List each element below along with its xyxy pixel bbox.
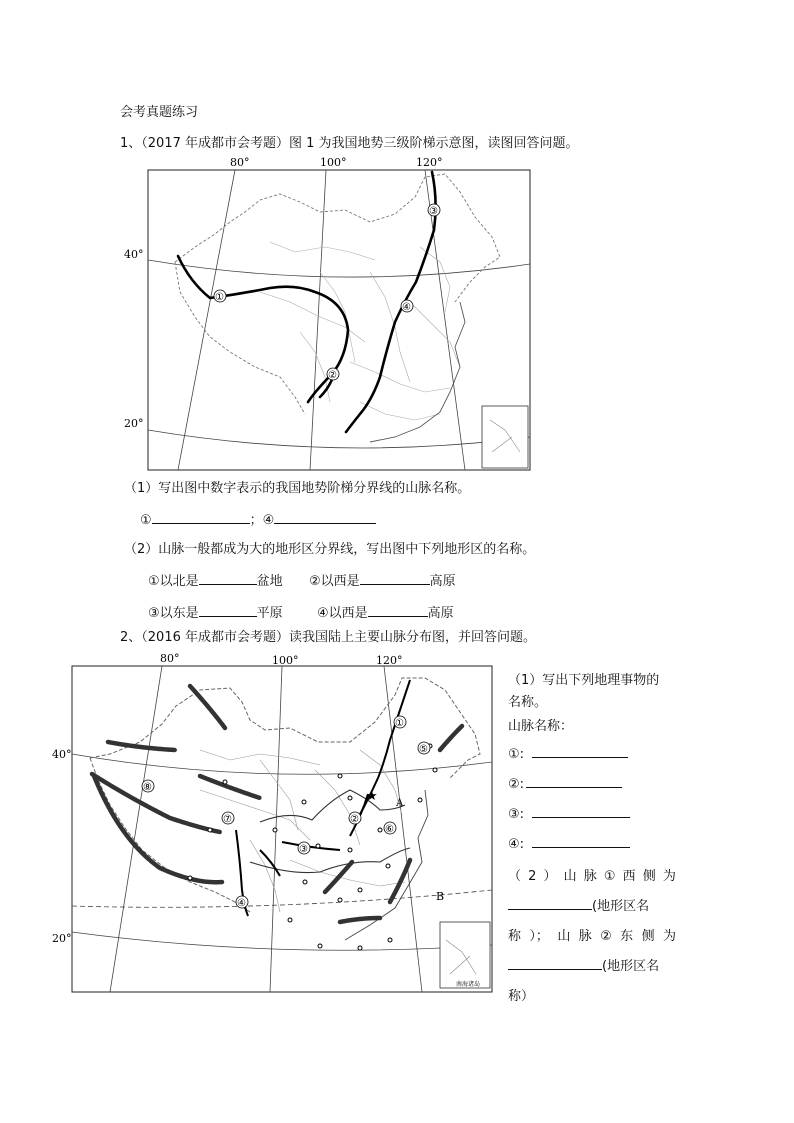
q1-lat-label: 20° xyxy=(124,417,144,430)
q1-sub2-row2 xyxy=(148,603,454,622)
q1-lon-label: 120° xyxy=(416,156,443,169)
q1-terrain-steps-map xyxy=(120,152,540,474)
q2-sub2-line5: 称） xyxy=(508,989,535,1004)
q2-marker: ⑧ xyxy=(143,782,152,793)
q2-sub2-line1: （ 2 ） 山 脉 ① 西 侧 为 xyxy=(508,869,676,884)
q2-side-questions xyxy=(508,669,678,1015)
q1-row1b-blank[interactable] xyxy=(360,571,430,585)
q2-item-4-blank[interactable] xyxy=(532,834,630,848)
q2-sub2-line3: 称 ）； 山 脉 ② 东 侧 为 xyxy=(508,929,676,944)
q2-inset-box xyxy=(440,922,490,988)
q2-range-altai xyxy=(190,686,225,728)
q1-sub1: （1）写出图中数字表示的我国地势阶梯分界线的山脉名称。 xyxy=(124,481,471,496)
q1-row1a-blank[interactable] xyxy=(199,571,257,585)
q1-coastline xyxy=(370,302,465,442)
q2-item-1 xyxy=(508,743,678,773)
q2-marker: ① xyxy=(395,718,404,729)
q2-map-frame xyxy=(72,666,492,992)
q2-mountains-map xyxy=(50,650,500,995)
q1-row1a-prefix: ①以北是 xyxy=(148,574,199,589)
q2-inset-label: 南海诸岛 xyxy=(456,981,481,988)
q2-letter-a: A xyxy=(396,798,404,809)
q2-item-3-label: ③: xyxy=(508,807,525,822)
q2-marker: ⑤ xyxy=(419,744,428,755)
q1-graticule xyxy=(148,170,530,470)
q2-marker: ⑥ xyxy=(385,824,394,835)
q2-lat-label: 20° xyxy=(52,932,72,945)
q2-mountains-label: 山脉名称： xyxy=(508,719,574,734)
q2-sub1-line2: 名称。 xyxy=(508,695,548,710)
capital-star: ★ xyxy=(366,789,378,804)
q2-item-1-blank[interactable] xyxy=(532,744,628,758)
q2-range-wuyi xyxy=(390,860,410,902)
q1-row2a-suffix: 平原 xyxy=(256,606,283,621)
q2-national-border xyxy=(90,678,480,912)
q1-marker: ③ xyxy=(429,206,438,217)
q2-item-4 xyxy=(508,833,678,863)
q2-sub2-blank-1[interactable] xyxy=(508,896,592,910)
q2-graticule xyxy=(72,666,492,992)
q1-row1b-prefix: ②以西是 xyxy=(308,574,360,589)
q2-item-3 xyxy=(508,803,678,833)
q2-item-4-label: ④: xyxy=(508,837,525,852)
q1-lon-label: 80° xyxy=(230,156,250,169)
q1-answer-1-blank[interactable] xyxy=(152,510,250,524)
q2-range-nanling xyxy=(340,918,380,922)
q1-boundary-1 xyxy=(178,256,348,402)
q1-row1a-suffix: 盆地 xyxy=(256,574,283,589)
q2-key-ranges xyxy=(236,680,410,916)
q2-marker: ③ xyxy=(299,844,308,855)
q2-lon-label: 100° xyxy=(272,654,299,667)
q1-map-frame xyxy=(148,170,530,470)
q1-row2b-suffix: 高原 xyxy=(427,606,454,621)
q2-lon-label: 80° xyxy=(160,652,180,665)
q2-sub1-line1: （1）写出下列地理事物的 xyxy=(508,673,660,688)
q1-answer-sep: ；④ xyxy=(249,513,275,528)
q2-range-qilian xyxy=(200,776,260,798)
q2-item-2 xyxy=(508,773,678,803)
q1-province-lines xyxy=(260,242,460,420)
q2-markers xyxy=(142,716,430,909)
q1-sub2-row1 xyxy=(148,571,456,590)
q1-sub1-answers xyxy=(140,510,376,529)
q1-marker: ② xyxy=(328,370,337,381)
q1-marker: ① xyxy=(215,292,224,303)
page-heading: 会考真题练习 xyxy=(120,105,199,120)
q1-lon-label: 100° xyxy=(320,156,347,169)
q1-row1b-suffix: 高原 xyxy=(429,574,456,589)
q1-answer-4-blank[interactable] xyxy=(274,510,376,524)
q2-range-kunlun xyxy=(92,774,220,832)
q2-marker: ④ xyxy=(237,898,246,909)
q1-row2b-blank[interactable] xyxy=(368,603,428,617)
q2-intro: 2、（2016 年成都市会考题）读我国陆上主要山脉分布图，并回答问题。 xyxy=(120,630,536,645)
q2-range-3 xyxy=(282,842,340,850)
q1-lat-label: 40° xyxy=(124,248,144,261)
q2-lon-label: 120° xyxy=(376,654,403,667)
q1-row2b-prefix: ④以西是 xyxy=(316,606,368,621)
q1-boundary-3 xyxy=(346,172,436,432)
q1-answer-1-label: ① xyxy=(140,513,152,528)
q2-sub2-line4: (地形区名 xyxy=(508,955,678,985)
q2-range-tianshan xyxy=(108,742,175,750)
q1-row2a-blank[interactable] xyxy=(199,603,257,617)
q2-item-3-blank[interactable] xyxy=(532,804,630,818)
q2-item-2-blank[interactable] xyxy=(526,774,622,788)
q2-lat-label: 40° xyxy=(52,748,72,761)
q2-range-changbai xyxy=(440,726,462,750)
q2-marker: ② xyxy=(350,814,359,825)
q1-intro: 1、（2017 年成都市会考题）图 1 为我国地势三级阶梯示意图，读图回答问题。 xyxy=(120,136,579,151)
q2-item-1-label: ①: xyxy=(508,747,525,762)
q2-range-xuefeng xyxy=(325,862,352,892)
q1-sub2: （2）山脉一般都成为大的地形区分界线，写出图中下列地形区的名称。 xyxy=(124,542,536,557)
q2-letter-b: B xyxy=(436,890,445,903)
q2-marker: ⑦ xyxy=(223,814,232,825)
q2-item-2-label: ②: xyxy=(508,777,525,792)
q2-range-7 xyxy=(260,850,280,876)
q2-sub2-line2: (地形区名 xyxy=(508,895,678,925)
q1-row2a-prefix: ③以东是 xyxy=(148,606,199,621)
q1-inset-box xyxy=(482,406,528,468)
q1-marker: ④ xyxy=(402,302,411,313)
q2-sub2-blank-2[interactable] xyxy=(508,956,602,970)
